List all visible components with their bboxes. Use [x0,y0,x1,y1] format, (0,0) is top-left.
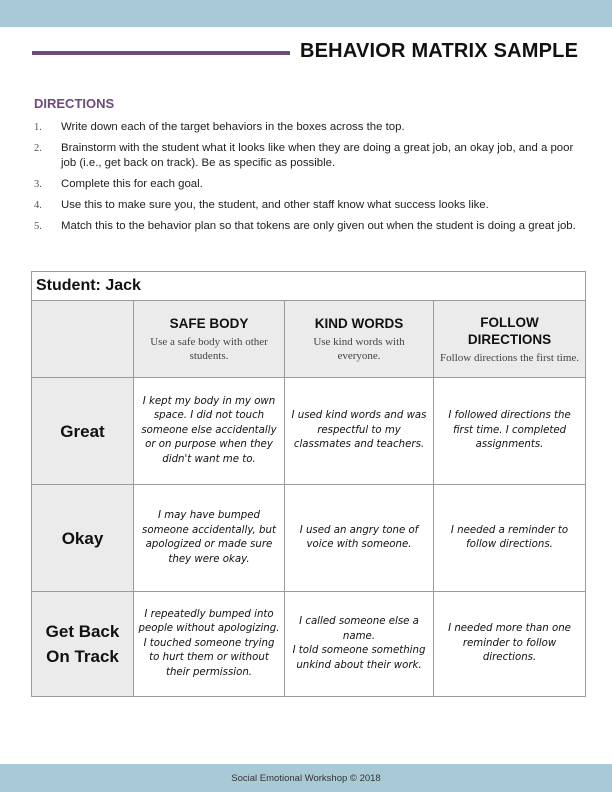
directions-item-number: 1. [34,122,42,133]
top-color-band [0,0,612,27]
directions-item [34,219,579,234]
directions-item-text: Write down each of the target behaviors in the boxes across the top. [61,121,405,133]
column-title: FOLLOW DIRECTIONS [467,314,552,347]
row-label-get-back-on-track: Get Back On Track [32,592,134,697]
corner-cell [32,301,134,378]
column-description: Follow directions the first time. [440,351,580,364]
table-row [32,485,586,592]
directions-item-number: 2. [34,143,42,154]
table-row [32,378,586,485]
row-label-great: Great [32,378,134,485]
column-header-row [32,301,586,378]
directions-list [34,120,579,240]
behavior-matrix-table [31,271,586,697]
matrix-cell: I followed directions the first time. I completed assignments. [434,378,586,485]
matrix-cell: I may have bumped someone accidentally, but apologized or made sure they were okay. [134,485,285,592]
matrix-cell: I used an angry tone of voice with someone. [285,485,434,592]
column-description: Use kind words with everyone. [313,336,405,362]
row-label-okay: Okay [32,485,134,592]
directions-item-text: Brainstorm with the student what it looks like when they are doing a great job, an okay job, and a poor job (i.e., get back on track). Be as specific as possible. [61,142,574,169]
table-row [32,592,586,697]
directions-item [34,177,579,192]
directions-item-number: 5. [34,221,42,232]
matrix-cell: I called someone else a name. I told someone something unkind about their work. [285,592,434,697]
column-description: Use a safe body with other students. [150,336,268,362]
directions-item-text: Match this to the behavior plan so that tokens are only given out when the student is doing a great job. [61,220,576,232]
column-title: KIND WORDS [314,316,404,331]
footer-copyright: Social Emotional Workshop © 2018 [231,772,381,784]
directions-item-number: 3. [34,179,42,190]
directions-item [34,120,579,135]
column-title: SAFE BODY [169,316,249,331]
directions-heading: DIRECTIONS [34,96,115,111]
directions-item-text: Complete this for each goal. [61,178,203,190]
directions-item-number: 4. [34,200,42,211]
page-title: BEHAVIOR MATRIX SAMPLE [300,40,579,62]
student-row [32,272,586,301]
matrix-cell: I repeatedly bumped into people without apologizing. I touched someone trying to hurt them or without their permission. [134,592,285,697]
title-rule [32,51,290,55]
column-header-safe-body [134,301,285,378]
matrix-cell: I needed more than one reminder to follow directions. [434,592,586,697]
column-header-kind-words [285,301,434,378]
column-header-follow-directions [434,301,586,378]
directions-item-text: Use this to make sure you, the student, and other staff know what success looks like. [61,199,489,211]
matrix-cell: I kept my body in my own space. I did not touch someone else accidentally or on purpose when they didn't want me to. [134,378,285,485]
footer-band [0,764,612,792]
matrix-cell: I used kind words and was respectful to my classmates and teachers. [285,378,434,485]
directions-item [34,198,579,213]
matrix-cell: I needed a reminder to follow directions. [434,485,586,592]
directions-item [34,141,579,171]
student-name: Student: Jack [32,272,586,301]
